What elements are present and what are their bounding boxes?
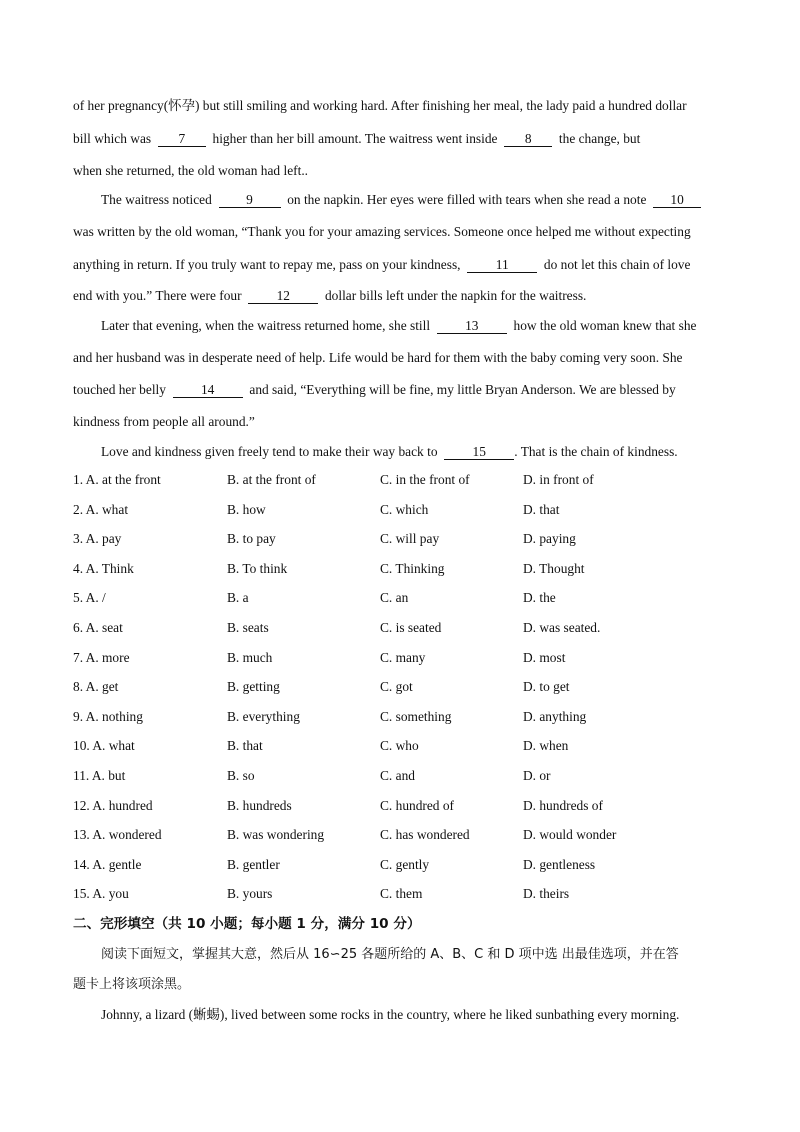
passage-text: bill which was [73,131,152,146]
option-d: D. that [523,501,560,517]
section-instructions: 题卡上将该项涂黑。 [73,977,191,992]
blank-15: 15 [444,445,514,460]
option-c: C. gently [380,856,430,872]
passage-line [73,256,733,274]
passage-text: when she returned, the old woman had left.. [73,163,309,178]
option-c: C. an [380,590,409,606]
passage-line [73,97,733,115]
passage-text: anything in return. If you truly want to repay me, pass on your kindness, [73,257,461,272]
option-a: 15. A. you [73,886,129,902]
passage-text: The waitress noticed [101,192,212,207]
passage-text: on the napkin. Her eyes were filled with tears when she read a note [287,192,647,207]
passage-text: and her husband was in desperate need of help. Life would be hard for them with the baby coming very soon. She [73,350,683,365]
blank-11: 11 [467,258,537,273]
blank-7: 7 [158,132,206,147]
passage-text: higher than her bill amount. The waitress went inside [212,131,498,146]
passage-text: kindness from people all around.” [73,414,255,429]
option-d: D. or [523,768,551,783]
option-b: B. a [227,590,249,606]
passage-line [101,317,761,335]
option-b: B. hundreds [227,797,292,813]
option-c: C. will pay [380,531,440,547]
passage-line [73,413,733,431]
option-b: B. gentler [227,856,280,872]
option-b: B. getting [227,679,280,695]
passage-text: touched her belly [73,382,166,397]
option-a: 9. A. nothing [73,708,143,724]
option-d: D. the [523,590,556,606]
option-d: D. in front of [523,472,594,487]
option-c: C. has wondered [380,827,470,843]
blank-10: 10 [653,193,701,208]
option-b: B. yours [227,886,273,902]
option-d: D. paying [523,531,576,547]
blank-12: 12 [248,289,318,304]
passage-text: Love and kindness given freely tend to make their way back to [101,444,438,459]
option-b: B. much [227,649,273,665]
option-c: C. got [380,679,413,695]
option-d: D. anything [523,708,587,724]
option-c: C. who [380,738,419,754]
option-a: 8. A. get [73,679,119,695]
blank-13: 13 [437,319,507,334]
story-line: Johnny, a lizard (蜥蜴), lived between some rocks in the country, where he liked sunbathing every morning. [101,1007,680,1022]
option-d: D. would wonder [523,827,617,843]
option-b: B. To think [227,560,288,576]
option-c: C. them [380,886,423,902]
section-heading: 二、完形填空（共 10 小题；每小题 1 分，满分 10 分） [73,916,421,932]
passage-line [73,162,733,180]
option-d: D. when [523,738,569,754]
option-c: C. in the front of [380,472,470,487]
option-c: C. Thinking [380,560,445,576]
option-a: 13. A. wondered [73,827,162,843]
option-a: 12. A. hundred [73,797,153,813]
option-c: C. which [380,501,429,517]
option-d: D. was seated. [523,620,601,635]
passage-text: do not let this chain of love [543,257,691,272]
option-a: 5. A. / [73,590,106,606]
passage-line [73,381,733,399]
option-d: D. hundreds of [523,797,603,813]
passage-line [101,191,761,209]
passage-text: was written by the old woman, “Thank you for your amazing services. Someone once helped me without expecting [73,224,691,239]
option-a: 11. A. but [73,768,126,783]
option-b: B. at the front of [227,472,316,487]
option-c: C. hundred of [380,797,455,813]
passage-text: how the old woman knew that she [513,318,697,333]
option-b: B. that [227,738,263,754]
option-a: 4. A. Think [73,560,134,576]
option-d: D. Thought [523,560,585,576]
option-b: B. so [227,768,255,783]
passage-line [73,223,733,241]
option-a: 7. A. more [73,649,130,665]
option-a: 6. A. seat [73,620,123,635]
option-a: 2. A. what [73,501,129,517]
option-b: B. was wondering [227,827,325,843]
passage-text: the change, but [558,131,641,146]
option-b: B. everything [227,708,300,724]
option-b: B. to pay [227,531,276,547]
option-c: C. is seated [380,620,442,635]
option-d: D. most [523,649,566,665]
option-b: B. how [227,501,266,517]
passage-line [73,287,733,305]
passage-text: end with you.” There were four [73,288,242,303]
option-c: C. something [380,708,452,724]
option-d: D. gentleness [523,856,596,872]
passage-text: dollar bills left under the napkin for the waitress. [324,288,587,303]
option-d: D. theirs [523,886,570,902]
option-b: B. seats [227,620,269,635]
option-a: 10. A. what [73,738,135,754]
passage-text: Later that evening, when the waitress returned home, she still [101,318,431,333]
blank-14: 14 [173,383,243,398]
passage-line [101,443,761,461]
passage-text: . That is the chain of kindness. [514,444,678,459]
blank-9: 9 [219,193,281,208]
passage-line [73,349,733,367]
section-instructions: 阅读下面短文，掌握其大意，然后从 16∽25 各题所给的 A、B、C 和 D 项中选 出最佳选项，并在答 [101,947,679,962]
blank-8: 8 [504,132,552,147]
option-a: 1. A. at the front [73,472,161,487]
option-a: 14. A. gentle [73,856,142,872]
passage-text: and said, “Everything will be fine, my little Bryan Anderson. We are blessed by [249,382,676,397]
passage-text: of her pregnancy(怀孕) but still smiling and working hard. After finishing her meal, the lady paid a hundred dollar [73,98,687,113]
option-a: 3. A. pay [73,531,122,547]
option-c: C. and [380,768,415,783]
option-d: D. to get [523,679,570,695]
passage-line [73,130,733,148]
option-c: C. many [380,649,426,665]
